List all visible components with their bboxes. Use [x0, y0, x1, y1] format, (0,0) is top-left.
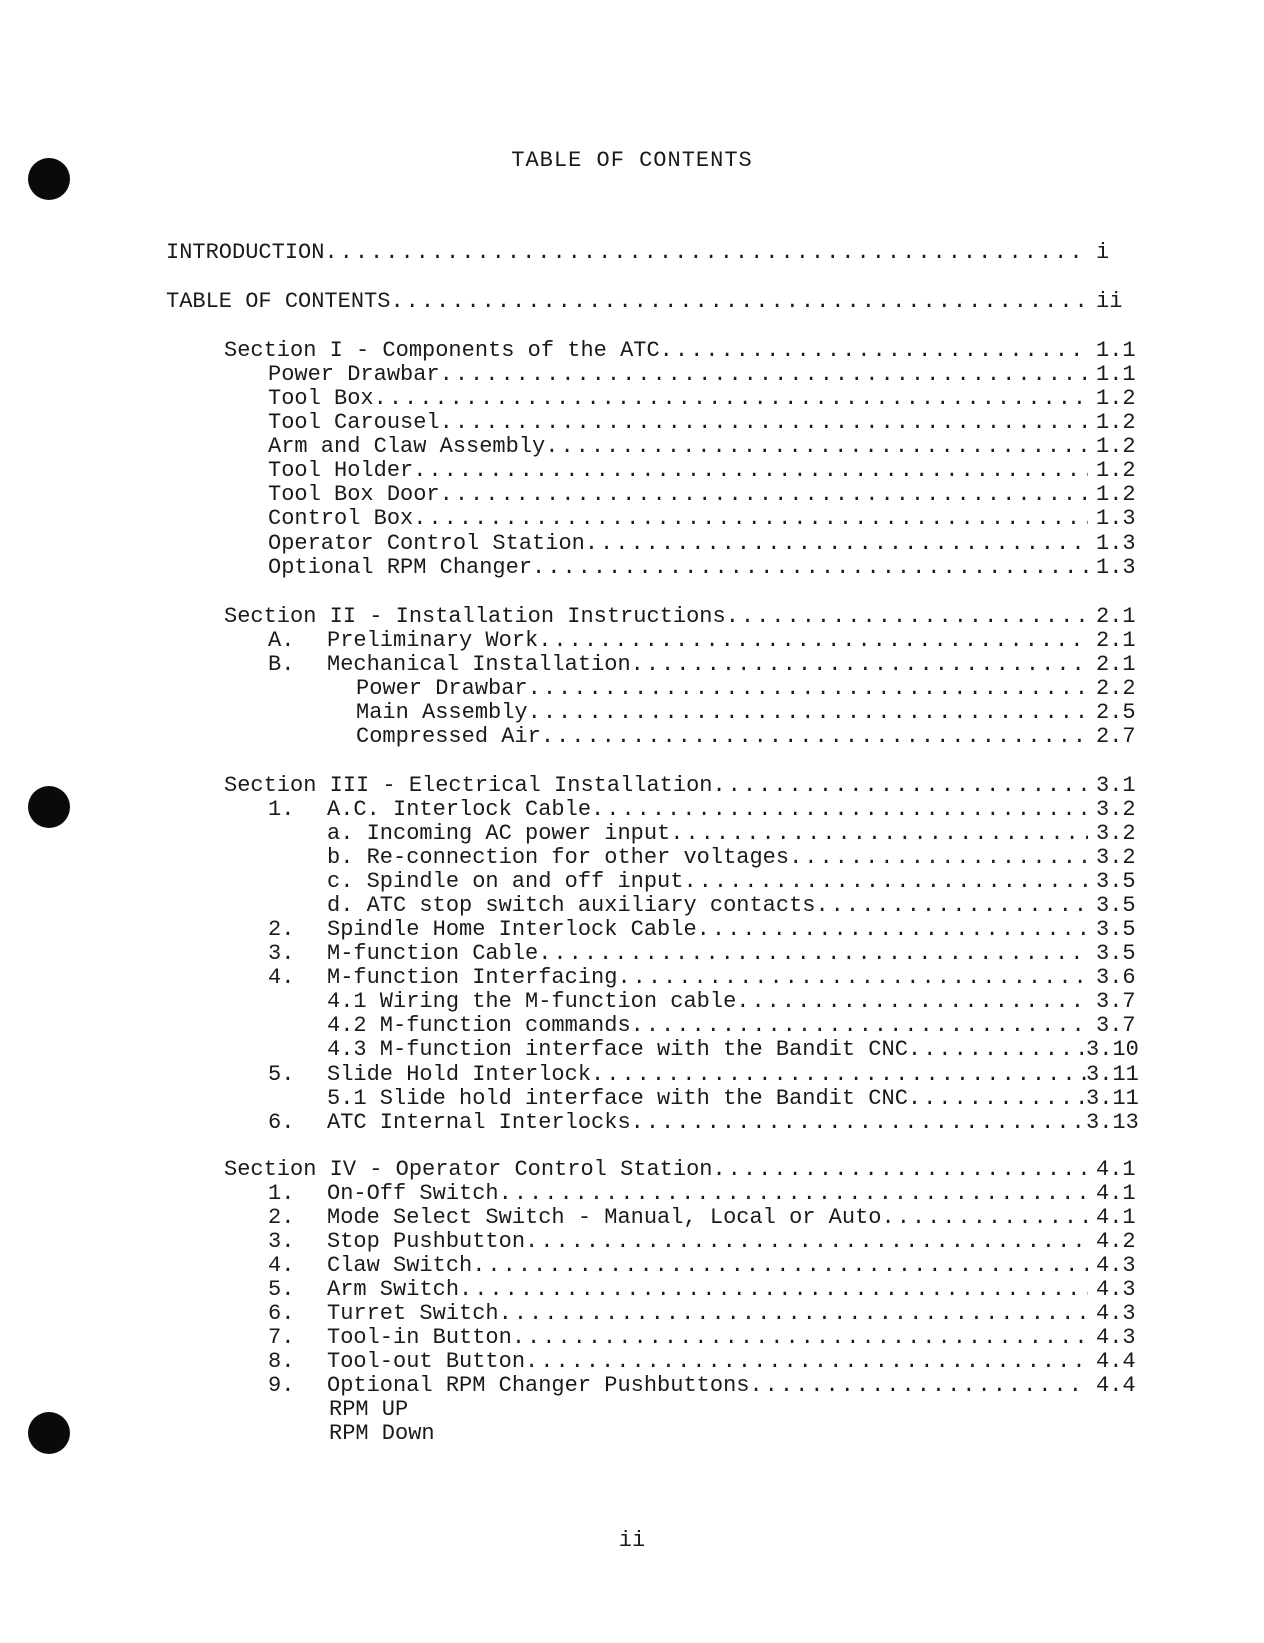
- toc-leader: [268, 363, 1088, 387]
- toc-leader: [327, 942, 1088, 966]
- toc-leader: [268, 507, 1088, 531]
- toc-leader: [166, 290, 1088, 314]
- toc-entry-title: Tool Carousel: [268, 411, 440, 435]
- toc-leader: [268, 532, 1088, 556]
- toc-entry-page: 3.5: [1096, 893, 1136, 918]
- toc-entry: [0, 532, 1264, 556]
- toc-leader: [268, 387, 1088, 411]
- toc-entry-page: 3.2: [1096, 821, 1136, 846]
- toc-entry-page: 4.1: [1096, 1205, 1136, 1230]
- toc-entry-page: 3.7: [1096, 1013, 1136, 1038]
- toc-entry: [0, 1038, 1264, 1062]
- toc-entry: [0, 1350, 1264, 1374]
- toc-entry: [0, 605, 1264, 629]
- toc-leader: [327, 1350, 1088, 1374]
- toc-leader: [327, 894, 1088, 918]
- toc-entry-number: 3.: [268, 1229, 295, 1254]
- toc-leader: [166, 241, 1088, 265]
- toc-entry: [0, 918, 1264, 942]
- toc-entry-page: 4.3: [1096, 1301, 1136, 1326]
- toc-entry-title: Turret Switch: [327, 1302, 499, 1326]
- toc-entry: [0, 241, 1264, 265]
- toc-entry-title: Arm and Claw Assembly: [268, 435, 546, 459]
- toc-entry-page: 4.4: [1096, 1349, 1136, 1374]
- toc-leader: [327, 1206, 1088, 1230]
- toc-entry-title: Tool Holder: [268, 459, 414, 483]
- toc-entry: [0, 411, 1264, 435]
- toc-entry-page: 1.3: [1096, 555, 1136, 580]
- toc-leader: [327, 1302, 1088, 1326]
- toc-leader: [268, 459, 1088, 483]
- toc-entry: [0, 725, 1264, 749]
- toc-entry-number: 5.: [268, 1062, 295, 1087]
- toc-entry-number: 6.: [268, 1110, 295, 1135]
- toc-entry: [0, 870, 1264, 894]
- toc-leader: [268, 556, 1088, 580]
- toc-entry-page: 3.5: [1096, 941, 1136, 966]
- toc-entry-title: Tool-out Button: [327, 1350, 526, 1374]
- toc-entry-page: 2.7: [1096, 724, 1136, 749]
- toc-entry-title: INTRODUCTION: [166, 241, 325, 265]
- toc-leader: [356, 701, 1088, 725]
- toc-entry: [0, 339, 1264, 363]
- toc-entry-title: Main Assembly: [356, 701, 528, 725]
- toc-leader: [268, 411, 1088, 435]
- toc-leader: [224, 1158, 1088, 1182]
- toc-entry-page: 3.13: [1086, 1110, 1139, 1135]
- toc-leader: [356, 725, 1088, 749]
- toc-entry-number: 1.: [268, 797, 295, 822]
- toc-sub-item-rpm-down: RPM Down: [329, 1421, 435, 1446]
- toc-entry: [0, 1087, 1264, 1111]
- toc-leader: [356, 677, 1088, 701]
- toc-entry-title: Preliminary Work: [327, 629, 539, 653]
- toc-entry-title: Optional RPM Changer Pushbuttons: [327, 1374, 750, 1398]
- toc-leader: [224, 339, 1088, 363]
- toc-entry-title: On-Off Switch: [327, 1182, 499, 1206]
- toc-entry-title: b. Re-connection for other voltages: [327, 846, 790, 870]
- toc-entry: [0, 677, 1264, 701]
- toc-entry-title: Tool-in Button: [327, 1326, 512, 1350]
- toc-entry: [0, 822, 1264, 846]
- toc-entry: [0, 966, 1264, 990]
- toc-entry-title: 4.2 M-function commands: [327, 1014, 631, 1038]
- toc-entry: [0, 1014, 1264, 1038]
- toc-entry: [0, 363, 1264, 387]
- toc-leader: [327, 846, 1088, 870]
- toc-entry: [0, 942, 1264, 966]
- toc-entry-title: Operator Control Station: [268, 532, 585, 556]
- toc-sub-item-rpm-up: RPM UP: [329, 1397, 409, 1422]
- toc-entry-title: Power Drawbar: [268, 363, 440, 387]
- toc-entry-title: Section II - Installation Instructions: [224, 605, 726, 629]
- toc-entry: [0, 556, 1264, 580]
- page-number: ii: [618, 1528, 646, 1553]
- toc-entry: [0, 1302, 1264, 1326]
- toc-entry: [0, 846, 1264, 870]
- toc-leader: [268, 435, 1088, 459]
- toc-leader: [327, 1038, 1088, 1062]
- toc-entry-title: Section I - Components of the ATC: [224, 339, 660, 363]
- toc-leader: [327, 1326, 1088, 1350]
- toc-entry: [0, 459, 1264, 483]
- toc-leader: [327, 1278, 1088, 1302]
- toc-leader: [327, 653, 1088, 677]
- toc-entry-title: Tool Box Door: [268, 483, 440, 507]
- toc-entry-page: 1.2: [1096, 482, 1136, 507]
- toc-entry-page: 2.1: [1096, 652, 1136, 677]
- toc-leader: [327, 1182, 1088, 1206]
- toc-entry-number: 2.: [268, 917, 295, 942]
- toc-leader: [327, 1087, 1088, 1111]
- toc-entry-page: 3.10: [1086, 1037, 1139, 1062]
- toc-entry-title: a. Incoming AC power input: [327, 822, 671, 846]
- toc-entry-page: i: [1096, 240, 1110, 265]
- toc-entry-page: 1.2: [1096, 434, 1136, 459]
- toc-leader: [327, 798, 1088, 822]
- toc-entry: [0, 990, 1264, 1014]
- toc-entry-page: ii: [1096, 289, 1123, 314]
- toc-entry-page: 3.11: [1086, 1086, 1139, 1111]
- toc-entry-page: 3.11: [1086, 1062, 1139, 1087]
- toc-entry-page: 1.1: [1096, 362, 1136, 387]
- toc-entry-page: 1.2: [1096, 386, 1136, 411]
- toc-entry-page: 3.2: [1096, 797, 1136, 822]
- toc-entry-page: 2.5: [1096, 700, 1136, 725]
- toc-entry: [0, 507, 1264, 531]
- toc-entry: [0, 894, 1264, 918]
- toc-entry-title: TABLE OF CONTENTS: [166, 290, 391, 314]
- toc-entry-page: 1.1: [1096, 338, 1136, 363]
- toc-entry-page: 4.4: [1096, 1373, 1136, 1398]
- toc-leader: [327, 822, 1088, 846]
- toc-leader: [224, 774, 1088, 798]
- toc-entry-number: 5.: [268, 1277, 295, 1302]
- toc-entry-title: c. Spindle on and off input: [327, 870, 684, 894]
- toc-entry-title: Optional RPM Changer: [268, 556, 533, 580]
- toc-entry-page: 1.2: [1096, 410, 1136, 435]
- toc-leader: [327, 1254, 1088, 1278]
- toc-entry: [0, 1230, 1264, 1254]
- toc-entry-title: M-function Interfacing: [327, 966, 618, 990]
- toc-entry-number: 6.: [268, 1301, 295, 1326]
- toc-entry-title: 5.1 Slide hold interface with the Bandit CNC: [327, 1087, 908, 1111]
- toc-entry-title: Power Drawbar: [356, 677, 528, 701]
- toc-entry-title: Control Box: [268, 507, 414, 531]
- toc-entry-title: Compressed Air: [356, 725, 541, 749]
- toc-entry-page: 4.3: [1096, 1325, 1136, 1350]
- toc-leader: [327, 629, 1088, 653]
- toc-entry-page: 4.3: [1096, 1253, 1136, 1278]
- toc-entry-title: M-function Cable: [327, 942, 539, 966]
- toc-entry-title: d. ATC stop switch auxiliary contacts: [327, 894, 816, 918]
- toc-leader: [327, 1014, 1088, 1038]
- toc-entry: [0, 290, 1264, 314]
- toc-entry-page: 3.2: [1096, 845, 1136, 870]
- toc-entry-page: 4.1: [1096, 1181, 1136, 1206]
- toc-entry-number: 7.: [268, 1325, 295, 1350]
- toc-entry-page: 2.1: [1096, 604, 1136, 629]
- toc-entry: [0, 1206, 1264, 1230]
- toc-entry-page: 2.2: [1096, 676, 1136, 701]
- toc-leader: [327, 1063, 1088, 1087]
- toc-entry-page: 3.1: [1096, 773, 1136, 798]
- toc-entry-number: 4.: [268, 965, 295, 990]
- toc-entry-title: Mode Select Switch - Manual, Local or Auto: [327, 1206, 882, 1230]
- toc-entry: [0, 1158, 1264, 1182]
- toc-entry: [0, 387, 1264, 411]
- toc-leader: [327, 990, 1088, 1014]
- page-title: TABLE OF CONTENTS: [511, 148, 753, 173]
- toc-entry-title: Stop Pushbutton: [327, 1230, 526, 1254]
- toc-leader: [327, 918, 1088, 942]
- toc-entry: [0, 774, 1264, 798]
- toc-entry: [0, 1111, 1264, 1135]
- toc-entry-number: 2.: [268, 1205, 295, 1230]
- toc-entry: [0, 701, 1264, 725]
- toc-entry: [0, 1063, 1264, 1087]
- toc-leader: [224, 605, 1088, 629]
- toc-leader: [268, 483, 1088, 507]
- toc-entry-number: A.: [268, 628, 295, 653]
- toc-entry-page: 4.3: [1096, 1277, 1136, 1302]
- toc-entry-title: 4.3 M-function interface with the Bandit CNC: [327, 1038, 908, 1062]
- toc-entry-page: 3.6: [1096, 965, 1136, 990]
- toc-entry-number: 4.: [268, 1253, 295, 1278]
- toc-entry: [0, 483, 1264, 507]
- toc-entry-title: Mechanical Installation: [327, 653, 631, 677]
- toc-entry-title: Section IV - Operator Control Station: [224, 1158, 713, 1182]
- toc-entry-title: Claw Switch: [327, 1254, 473, 1278]
- toc-entry-page: 3.7: [1096, 989, 1136, 1014]
- toc-entry-title: Arm Switch: [327, 1278, 460, 1302]
- toc-entry-title: ATC Internal Interlocks: [327, 1111, 631, 1135]
- toc-entry-page: 2.1: [1096, 628, 1136, 653]
- toc-entry: [0, 653, 1264, 677]
- toc-leader: [327, 1374, 1088, 1398]
- toc-entry-title: Section III - Electrical Installation: [224, 774, 713, 798]
- toc-entry-title: 4.1 Wiring the M-function cable: [327, 990, 737, 1014]
- toc-entry-title: Tool Box: [268, 387, 374, 411]
- toc-entry-title: Slide Hold Interlock: [327, 1063, 592, 1087]
- toc-entry-number: 9.: [268, 1373, 295, 1398]
- toc-entry-page: 1.3: [1096, 531, 1136, 556]
- toc-entry-page: 4.2: [1096, 1229, 1136, 1254]
- toc-entry-page: 3.5: [1096, 869, 1136, 894]
- toc-entry: [0, 1254, 1264, 1278]
- toc-leader: [327, 1230, 1088, 1254]
- toc-entry-number: B.: [268, 652, 295, 677]
- toc-entry-number: 1.: [268, 1181, 295, 1206]
- toc-leader: [327, 870, 1088, 894]
- toc-entry-page: 1.2: [1096, 458, 1136, 483]
- toc-leader: [327, 1111, 1088, 1135]
- toc-entry-title: Spindle Home Interlock Cable: [327, 918, 697, 942]
- toc-entry-number: 3.: [268, 941, 295, 966]
- toc-entry: [0, 1182, 1264, 1206]
- toc-leader: [327, 966, 1088, 990]
- toc-entry: [0, 1374, 1264, 1398]
- toc-entry: [0, 435, 1264, 459]
- toc-entry-page: 1.3: [1096, 506, 1136, 531]
- toc-entry-page: 4.1: [1096, 1157, 1136, 1182]
- toc-entry: [0, 798, 1264, 822]
- toc-entry-title: A.C. Interlock Cable: [327, 798, 592, 822]
- toc-entry: [0, 629, 1264, 653]
- toc-entry-number: 8.: [268, 1349, 295, 1374]
- toc-entry-page: 3.5: [1096, 917, 1136, 942]
- toc-entry: [0, 1326, 1264, 1350]
- toc-entry: [0, 1278, 1264, 1302]
